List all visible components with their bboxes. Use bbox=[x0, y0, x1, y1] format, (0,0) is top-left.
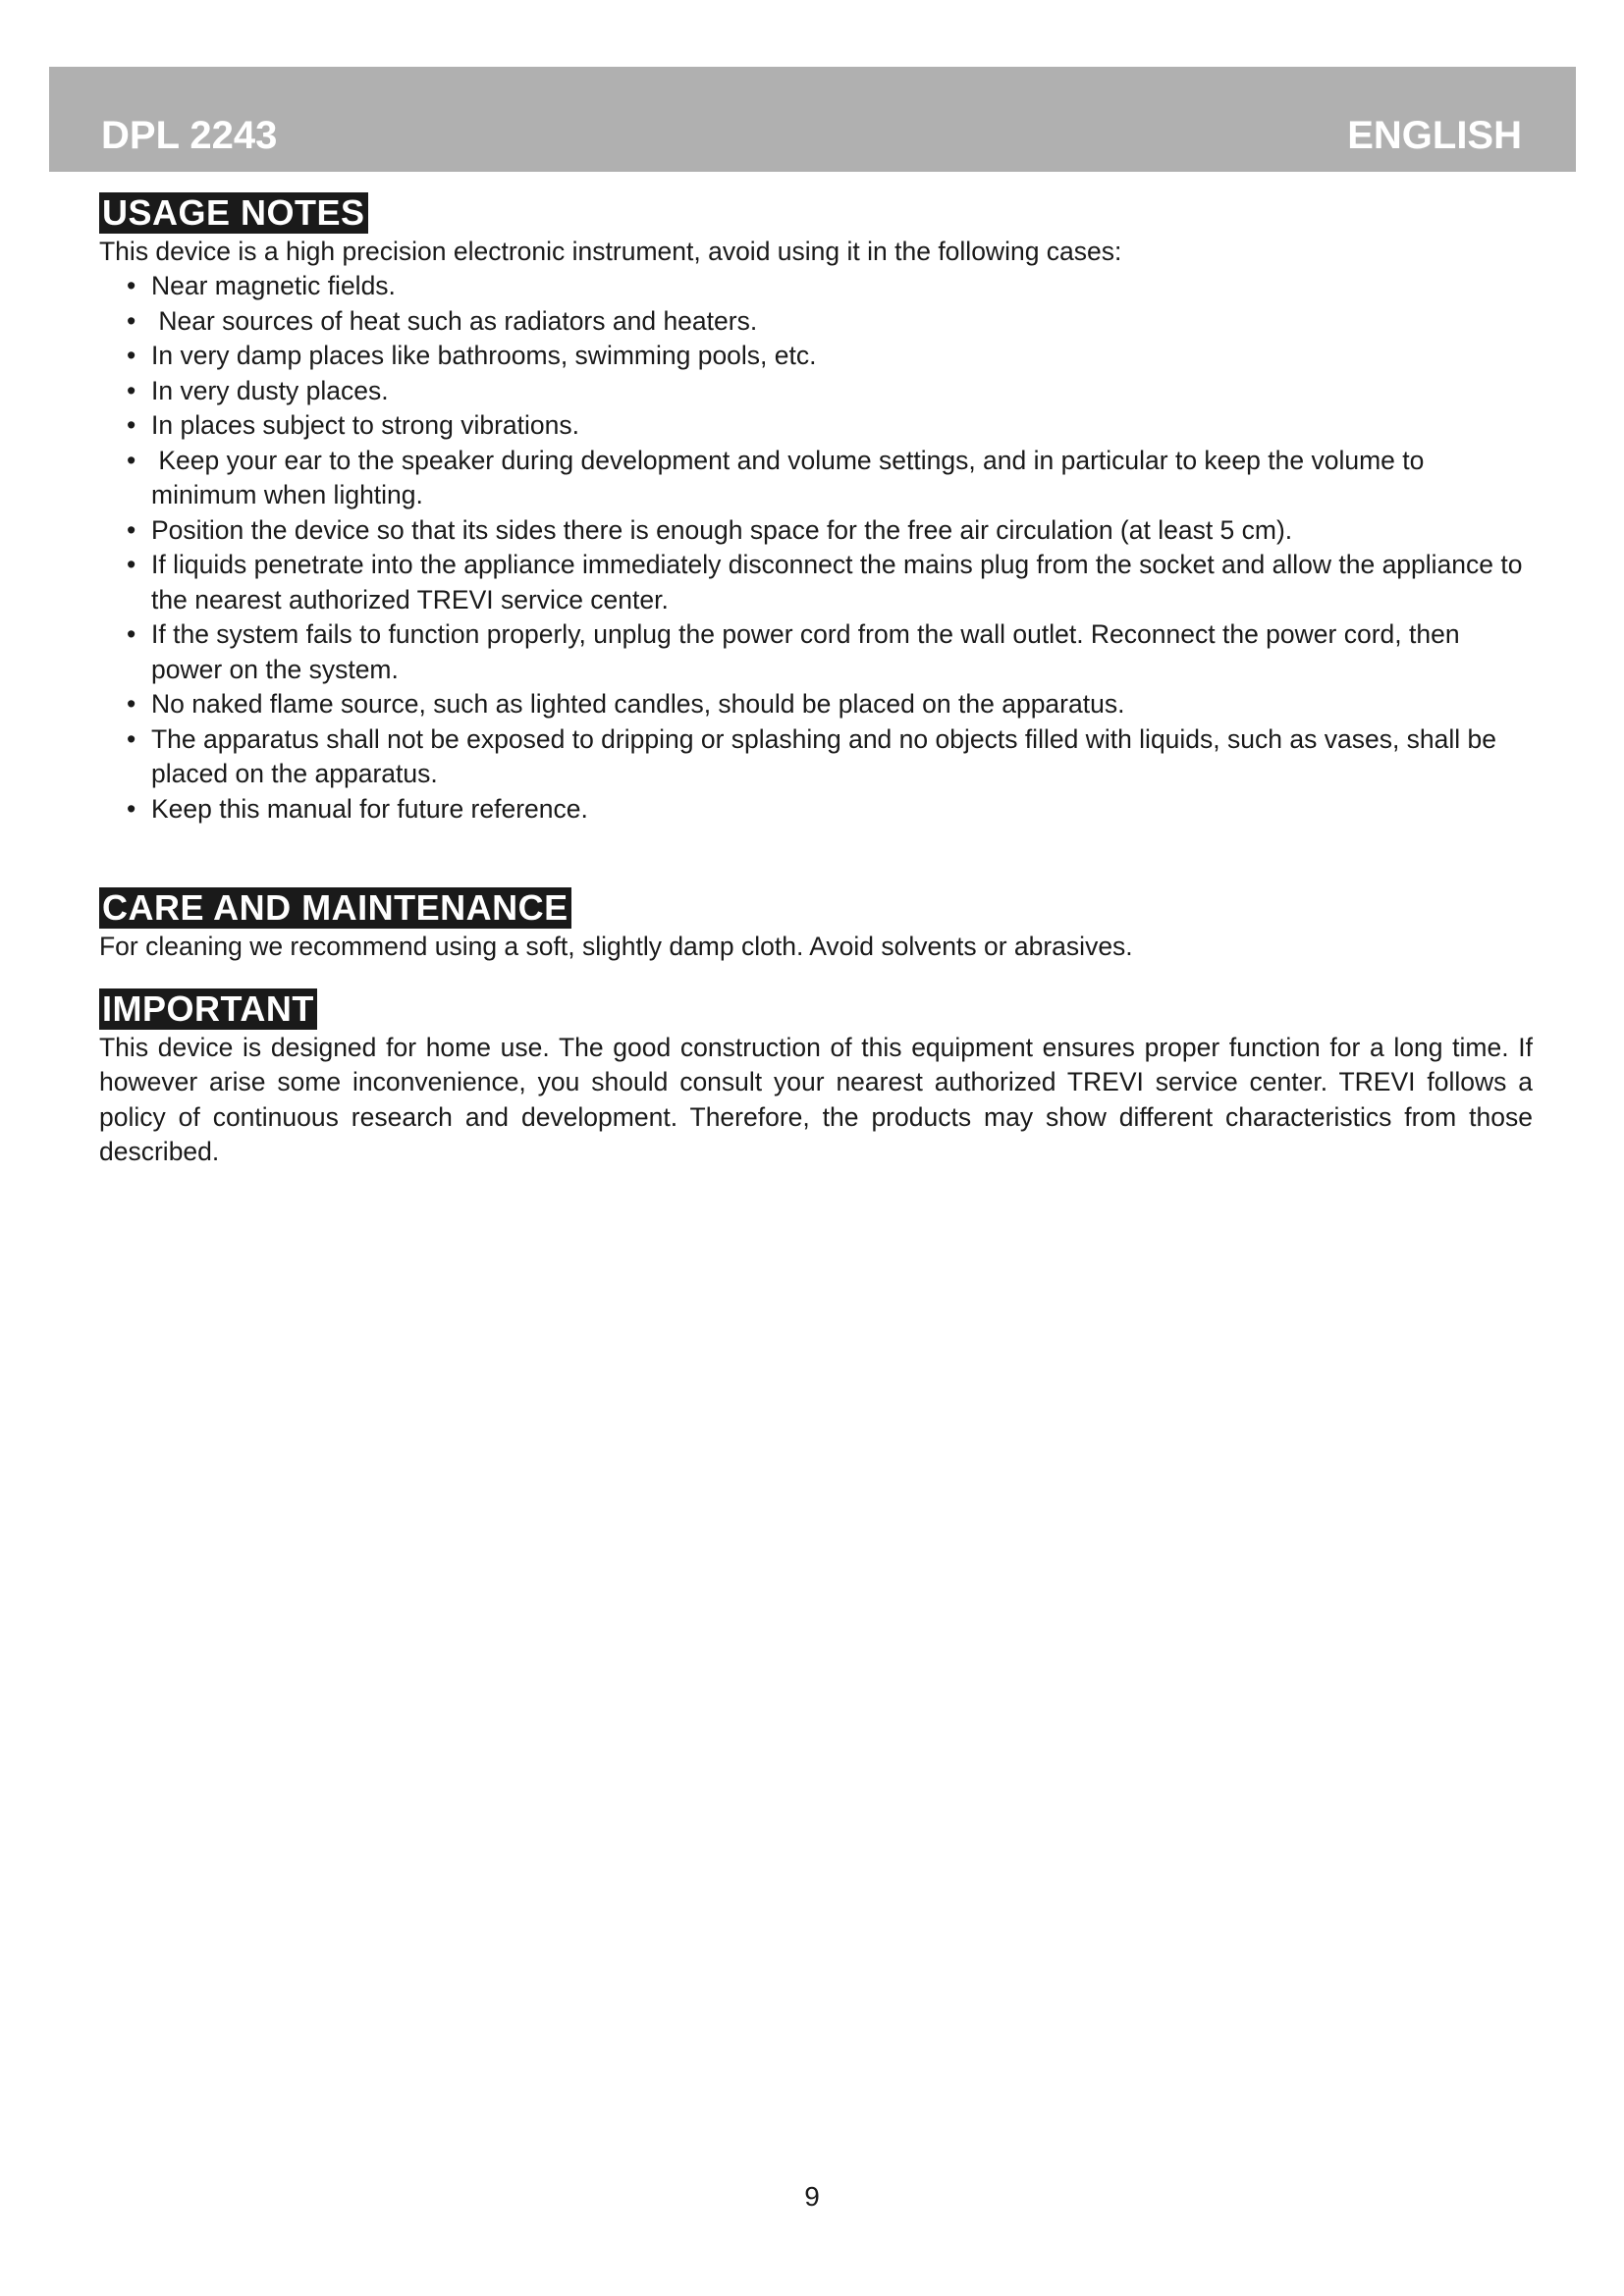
list-item: • Position the device so that its sides there is enough space for the free air circulation (at least 5 cm). bbox=[99, 513, 1533, 549]
list-item: • No naked flame source, such as lighted candles, should be placed on the apparatus. bbox=[99, 687, 1533, 722]
bullet-icon: • bbox=[127, 341, 136, 370]
usage-notes-title: USAGE NOTES bbox=[99, 192, 368, 234]
bullet-icon: • bbox=[127, 410, 136, 440]
language-label: ENGLISH bbox=[1347, 114, 1522, 157]
usage-notes-list bbox=[99, 269, 1533, 827]
list-item: • Near magnetic fields. bbox=[99, 269, 1533, 304]
bullet-icon: • bbox=[127, 619, 136, 649]
section-spacer bbox=[99, 827, 1533, 887]
bullet-icon: • bbox=[127, 689, 136, 719]
list-item: • If liquids penetrate into the appliance immediately disconnect the mains plug from the socket and allow the appliance to the nearest authorized TREVI service center. bbox=[127, 550, 1523, 614]
list-item: • Near sources of heat such as radiators and heaters. bbox=[99, 304, 1533, 340]
care-title: CARE AND MAINTENANCE bbox=[99, 887, 571, 929]
list-item: • Keep this manual for future reference. bbox=[99, 792, 1533, 828]
care-text: For cleaning we recommend using a soft, slightly damp cloth. Avoid solvents or abrasives. bbox=[99, 931, 1133, 961]
bullet-icon: • bbox=[127, 445, 136, 475]
list-item: • In places subject to strong vibrations. bbox=[99, 408, 1533, 444]
important-text: This device is designed for home use. The good construction of this equipment ensures proper function for a long time. If however arise some inconvenience, you should consult your nearest authorized TREVI service center. TREVI follows a policy of continuous research and development. Therefore, the products may show different characteristics from those described. bbox=[99, 1032, 1533, 1166]
bullet-icon: • bbox=[127, 271, 136, 300]
bullet-icon: • bbox=[127, 375, 136, 405]
bullet-icon: • bbox=[127, 793, 136, 824]
important-title: IMPORTANT bbox=[99, 988, 317, 1030]
page-number: 9 bbox=[804, 2181, 820, 2212]
list-item: • The apparatus shall not be exposed to dripping or splashing and no objects filled with liquids, such as vases, shall be placed on the apparatus. bbox=[127, 723, 1497, 788]
bullet-icon: • bbox=[127, 305, 136, 336]
model-name: DPL 2243 bbox=[101, 114, 278, 157]
list-item: • In very dusty places. bbox=[99, 374, 1533, 409]
list-item: • If the system fails to function properly, unplug the power cord from the wall outlet. Reconnect the power cord, then power on the system. bbox=[127, 619, 1460, 684]
header-bar bbox=[49, 67, 1576, 172]
bullet-icon: • bbox=[127, 550, 136, 579]
list-item: • Keep your ear to the speaker during development and volume settings, and in particular to keep the volume to minimum when lighting. bbox=[127, 445, 1425, 509]
page-content bbox=[99, 192, 1533, 1170]
section-spacer bbox=[99, 964, 1533, 988]
bullet-icon: • bbox=[127, 514, 136, 545]
important-section bbox=[99, 988, 1533, 1170]
list-item: • In very damp places like bathrooms, swimming pools, etc. bbox=[99, 339, 1533, 374]
usage-notes-intro: This device is a high precision electronic instrument, avoid using it in the following cases: bbox=[99, 236, 1122, 266]
usage-notes-section bbox=[99, 192, 1533, 827]
care-section bbox=[99, 887, 1533, 964]
bullet-icon: • bbox=[127, 723, 136, 754]
